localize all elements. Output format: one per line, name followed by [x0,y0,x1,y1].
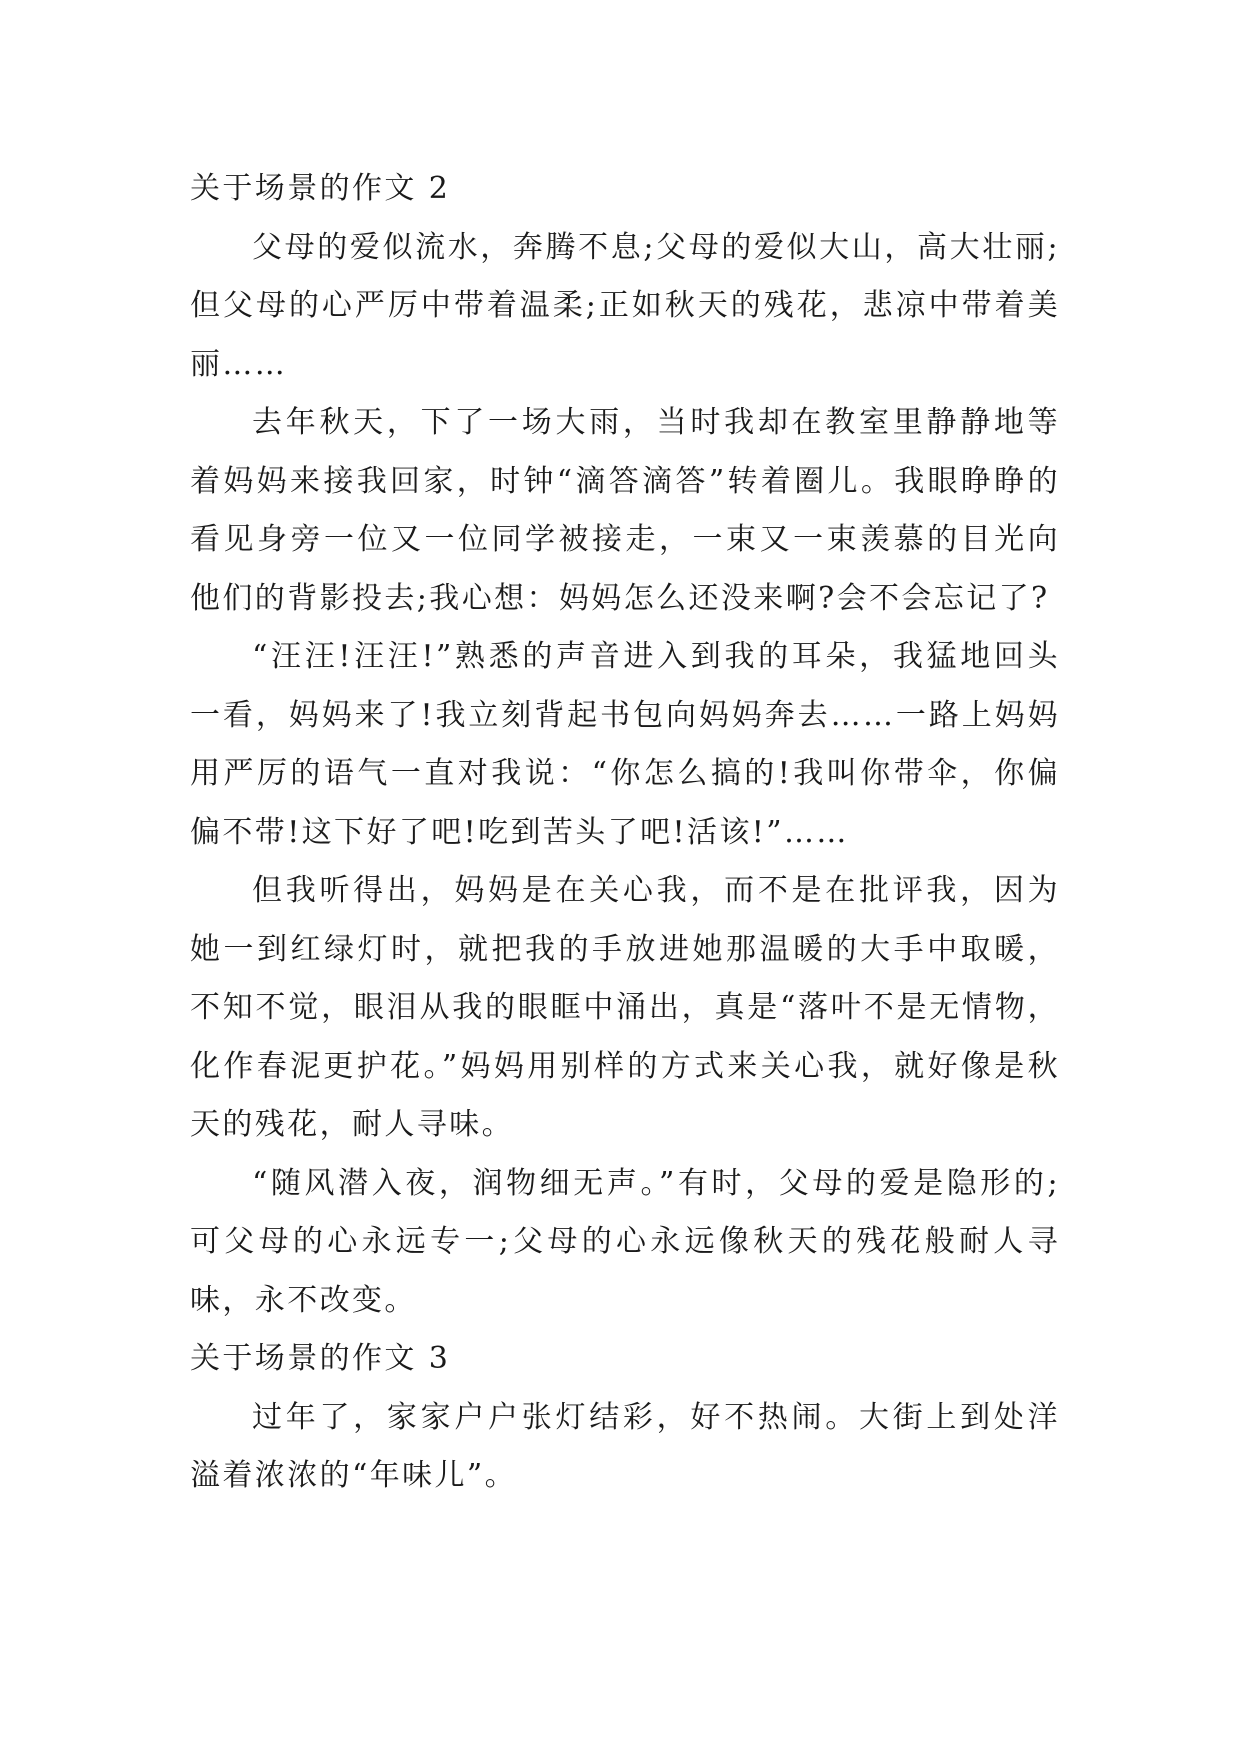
section-heading: 关于场景的作文 3 [190,1341,451,1376]
paragraph: 但我听得出，妈妈是在关心我，而不是在批评我，因为她一到红绿灯时，就把我的手放进她那温暖的大手中取暖，不知不觉，眼泪从我的眼眶中涌出，真是“落叶不是无情物，化作春泥更护花。”妈妈用别样的方式来关心我，就好像是秋天的残花，耐人寻味。 [190,873,1060,1142]
paragraph: “随风潜入夜，润物细无声。”有时，父母的爱是隐形的;可父母的心永远专一;父母的心永远像秋天的残花般耐人寻味，永不改变。 [190,1165,1060,1318]
paragraph: 父母的爱似流水，奔腾不息;父母的爱似大山，高大壮丽;但父母的心严厉中带着温柔;正如秋天的残花，悲凉中带着美丽…… [190,229,1060,382]
paragraph: 过年了，家家户户张灯结彩，好不热闹。大街上到处洋溢着浓浓的“年味儿”。 [190,1399,1060,1493]
paragraph: 去年秋天，下了一场大雨，当时我却在教室里静静地等着妈妈来接我回家，时钟“滴答滴答”转着圈儿。我眼睁睁的看见身旁一位又一位同学被接走，一束又一束羡慕的目光向他们的背影投去;我心想：妈妈怎么还没来啊?会不会忘记了? [190,405,1060,616]
section-heading: 关于场景的作文 2 [190,171,451,206]
paragraph: “汪汪!汪汪!”熟悉的声音进入到我的耳朵，我猛地回头一看，妈妈来了!我立刻背起书包向妈妈奔去……一路上妈妈用严厉的语气一直对我说：“你怎么搞的!我叫你带伞，你偏偏不带!这下好了吧!吃到苦头了吧!活该!”…… [190,639,1060,850]
document-body [190,160,1060,1506]
